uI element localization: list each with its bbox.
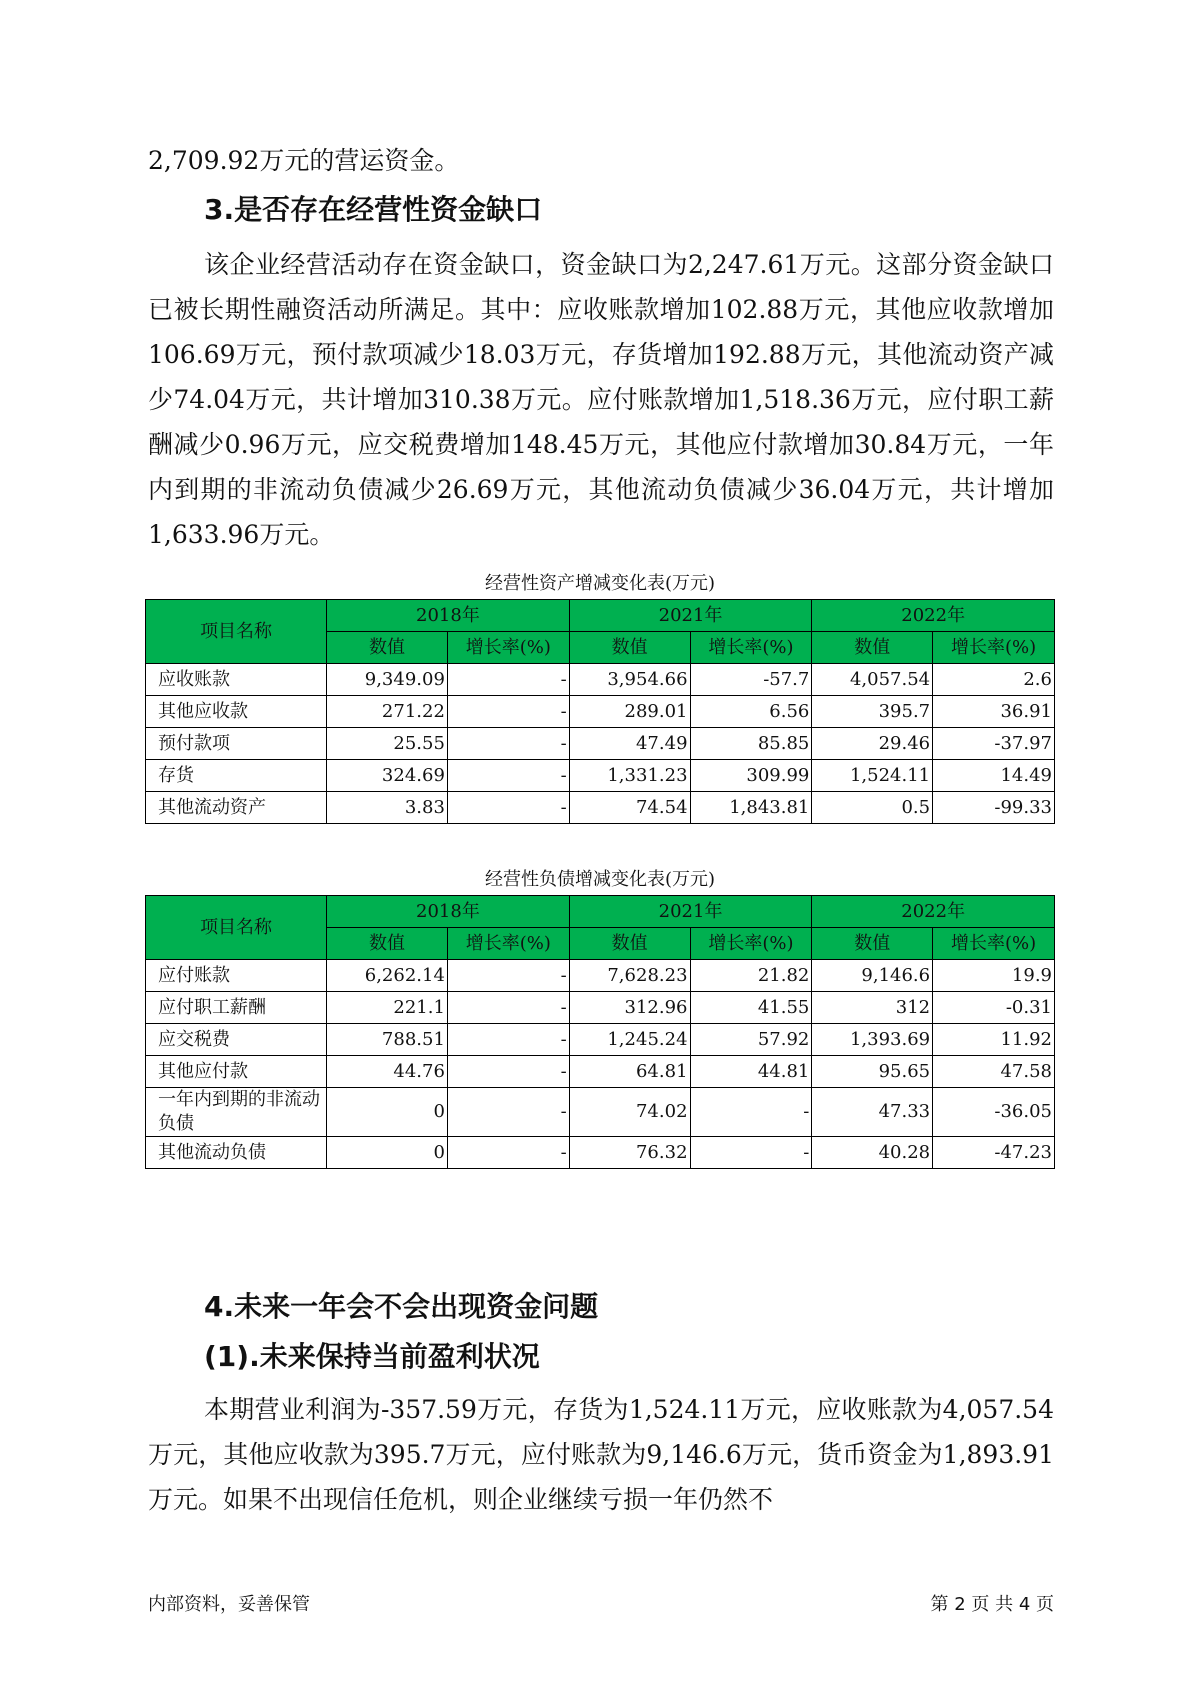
table-cell: - xyxy=(447,1024,569,1056)
table-cell: - xyxy=(447,760,569,792)
footer-note: 内部资料，妥善保管 xyxy=(148,1594,310,1615)
table-cell: 9,146.6 xyxy=(812,960,933,992)
table-cell: - xyxy=(447,992,569,1024)
table-cell: 788.51 xyxy=(327,1024,448,1056)
table-cell: 40.28 xyxy=(812,1137,933,1169)
assets-table xyxy=(145,599,1055,824)
section-3-heading: 3.是否存在经营性资金缺口 xyxy=(204,193,543,226)
table-cell: 64.81 xyxy=(569,1056,690,1088)
table-cell: 0 xyxy=(327,1137,448,1169)
table-cell: - xyxy=(447,664,569,696)
table-cell: 312.96 xyxy=(569,992,690,1024)
item-name-header: 项目名称 xyxy=(146,600,327,664)
table-cell: 312 xyxy=(812,992,933,1024)
table-cell: 271.22 xyxy=(327,696,448,728)
table-row xyxy=(146,960,1055,992)
table-row xyxy=(146,664,1055,696)
table-cell: -36.05 xyxy=(933,1088,1055,1137)
year-2022-header: 2022年 xyxy=(812,896,1055,928)
table-cell: - xyxy=(690,1137,812,1169)
table-cell: 44.81 xyxy=(690,1056,812,1088)
year-2021-header: 2021年 xyxy=(569,600,812,632)
table-cell: 47.58 xyxy=(933,1056,1055,1088)
table-row xyxy=(146,1024,1055,1056)
table-cell: 47.33 xyxy=(812,1088,933,1137)
table-cell: -99.33 xyxy=(933,792,1055,824)
table-cell: 1,331.23 xyxy=(569,760,690,792)
table-cell: 57.92 xyxy=(690,1024,812,1056)
table-cell: 74.02 xyxy=(569,1088,690,1137)
table-cell: 6,262.14 xyxy=(327,960,448,992)
table-cell: 76.32 xyxy=(569,1137,690,1169)
growth-header: 增长率(%) xyxy=(447,928,569,960)
table-cell: - xyxy=(447,792,569,824)
table-cell: - xyxy=(447,1137,569,1169)
row-label: 应收账款 xyxy=(146,664,327,696)
table-cell: 0 xyxy=(327,1088,448,1137)
table-cell: - xyxy=(690,1088,812,1137)
table-cell: -57.7 xyxy=(690,664,812,696)
row-label: 其他应付款 xyxy=(146,1056,327,1088)
table-row xyxy=(146,728,1055,760)
intro-line: 2,709.92万元的营运资金。 xyxy=(148,146,460,175)
table-cell: 95.65 xyxy=(812,1056,933,1088)
growth-header: 增长率(%) xyxy=(690,632,812,664)
table-cell: 19.9 xyxy=(933,960,1055,992)
table-row xyxy=(146,792,1055,824)
value-header: 数值 xyxy=(327,632,448,664)
table-cell: 289.01 xyxy=(569,696,690,728)
value-header: 数值 xyxy=(569,928,690,960)
year-2022-header: 2022年 xyxy=(812,600,1055,632)
table-cell: 3,954.66 xyxy=(569,664,690,696)
table-cell: 14.49 xyxy=(933,760,1055,792)
table-cell: 11.92 xyxy=(933,1024,1055,1056)
table-cell: 36.91 xyxy=(933,696,1055,728)
table-cell: 6.56 xyxy=(690,696,812,728)
value-header: 数值 xyxy=(569,632,690,664)
liabilities-table-caption: 经营性负债增减变化表(万元) xyxy=(484,869,716,890)
table-cell: 3.83 xyxy=(327,792,448,824)
table-cell: 395.7 xyxy=(812,696,933,728)
row-label: 一年内到期的非流动负债 xyxy=(146,1088,327,1137)
table-cell: - xyxy=(447,960,569,992)
table-cell: 41.55 xyxy=(690,992,812,1024)
table-row xyxy=(146,1088,1055,1137)
year-2018-header: 2018年 xyxy=(327,896,570,928)
table-cell: 44.76 xyxy=(327,1056,448,1088)
growth-header: 增长率(%) xyxy=(690,928,812,960)
section-3-paragraph: 该企业经营活动存在资金缺口，资金缺口为2,247.61万元。这部分资金缺口已被长期性融资活动所满足。其中：应收账款增加102.88万元，其他应收款增加106.69万元，预付款项减少18.03万元，存货增加192.88万元，其他流动资产减少74.04万元，共计增加310.38万元。应付账款增加1,518.36万元，应付职工薪酬减少0.96万元，应交税费增加148.45万元，其他应付款增加30.84万元，一年内到期的非流动负债减少26.69万元，其他流动负债减少36.04万元，共计增加1,633.96万元。 xyxy=(148,250,1054,549)
row-label: 其他应收款 xyxy=(146,696,327,728)
table-cell: - xyxy=(447,728,569,760)
table-cell: -0.31 xyxy=(933,992,1055,1024)
table-cell: - xyxy=(447,1056,569,1088)
row-label: 应交税费 xyxy=(146,1024,327,1056)
table-cell: 309.99 xyxy=(690,760,812,792)
table-row xyxy=(146,992,1055,1024)
table-cell: - xyxy=(447,696,569,728)
table-cell: 324.69 xyxy=(327,760,448,792)
value-header: 数值 xyxy=(327,928,448,960)
table-row xyxy=(146,760,1055,792)
table-cell: -37.97 xyxy=(933,728,1055,760)
row-label: 应付账款 xyxy=(146,960,327,992)
table-cell: 74.54 xyxy=(569,792,690,824)
liabilities-table xyxy=(145,895,1055,1169)
item-name-header: 项目名称 xyxy=(146,896,327,960)
section-4-paragraph: 本期营业利润为-357.59万元，存货为1,524.11万元，应收账款为4,057.54万元，其他应收款为395.7万元，应付账款为9,146.6万元，货币资金为1,893.91万元。如果不出现信任危机，则企业继续亏损一年仍然不 xyxy=(148,1395,1054,1514)
table-cell: - xyxy=(447,1088,569,1137)
row-label: 预付款项 xyxy=(146,728,327,760)
table-cell: 21.82 xyxy=(690,960,812,992)
table-cell: -47.23 xyxy=(933,1137,1055,1169)
table-cell: 1,393.69 xyxy=(812,1024,933,1056)
value-header: 数值 xyxy=(812,632,933,664)
table-cell: 9,349.09 xyxy=(327,664,448,696)
table-cell: 85.85 xyxy=(690,728,812,760)
growth-header: 增长率(%) xyxy=(933,928,1055,960)
table-cell: 4,057.54 xyxy=(812,664,933,696)
page-number: 第 2 页 共 4 页 xyxy=(930,1594,1054,1615)
row-label: 存货 xyxy=(146,760,327,792)
table-cell: 25.55 xyxy=(327,728,448,760)
table-row xyxy=(146,1137,1055,1169)
table-cell: 1,843.81 xyxy=(690,792,812,824)
row-label: 应付职工薪酬 xyxy=(146,992,327,1024)
table-row xyxy=(146,1056,1055,1088)
year-2018-header: 2018年 xyxy=(327,600,570,632)
assets-table-caption: 经营性资产增减变化表(万元) xyxy=(484,573,716,594)
section-4-subheading: (1).未来保持当前盈利状况 xyxy=(204,1340,540,1373)
row-label: 其他流动资产 xyxy=(146,792,327,824)
table-cell: 0.5 xyxy=(812,792,933,824)
table-cell: 29.46 xyxy=(812,728,933,760)
year-2021-header: 2021年 xyxy=(569,896,812,928)
value-header: 数值 xyxy=(812,928,933,960)
table-cell: 2.6 xyxy=(933,664,1055,696)
table-cell: 1,524.11 xyxy=(812,760,933,792)
growth-header: 增长率(%) xyxy=(933,632,1055,664)
table-cell: 47.49 xyxy=(569,728,690,760)
row-label: 其他流动负债 xyxy=(146,1137,327,1169)
section-4-heading: 4.未来一年会不会出现资金问题 xyxy=(204,1290,599,1323)
table-cell: 1,245.24 xyxy=(569,1024,690,1056)
table-row xyxy=(146,696,1055,728)
growth-header: 增长率(%) xyxy=(447,632,569,664)
table-cell: 7,628.23 xyxy=(569,960,690,992)
table-cell: 221.1 xyxy=(327,992,448,1024)
